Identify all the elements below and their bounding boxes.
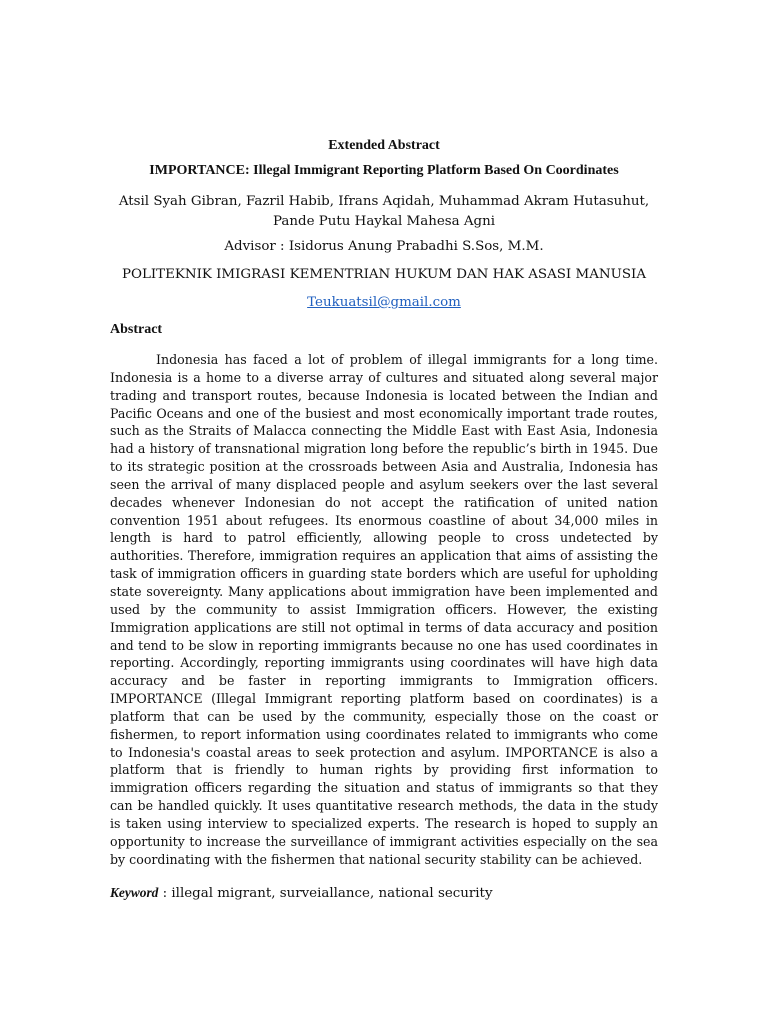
keyword-line [110, 885, 658, 901]
email-link[interactable]: Teukuatsil@gmail.com [307, 295, 461, 310]
keyword-values: illegal migrant, surveiallance, national security [171, 886, 493, 901]
author-list: Atsil Syah Gibran, Fazril Habib, Ifrans Aqidah, Muhammad Akram Hutasuhut, Pande Putu Haykal Mahesa Agni [118, 194, 650, 229]
keyword-separator: : [158, 886, 172, 901]
email-line [110, 295, 658, 310]
institution-name: POLITEKNIK IMIGRASI KEMENTRIAN HUKUM DAN HAK ASASI MANUSIA [121, 267, 646, 282]
keyword-label: Keyword [110, 885, 159, 900]
abstract-body: Indonesia has faced a lot of problem of illegal immigrants for a long time. Indonesia is a home to a diverse array of cultures and situated along several major trading and transport routes, because Indonesia is located between the Indian and Pacific Oceans and one of the busiest and most economically important trade routes, such as the Straits of Malacca connecting the Middle East with East Asia, Indonesia had a history of transnational migration long before the republic’s birth in 1945. Due to its strategic position at the crossroads between Asia and Australia, Indonesia has seen the arrival of many displaced people and asylum seekers over the last several decades whenever Indonesian do not accept the ratification of united nation convention 1951 about refugees. Its enormous coastline of about 34,000 miles in length is hard to patrol efficiently, allowing people to cross undetected by authorities. Therefore, immigration requires an application that aims of assisting the task of immigration officers in guarding state borders which are useful for upholding state sovereignty. Many applications about immigration have been implemented and used by the community to assist Immigration officers. However, the existing Immigration applications are still not optimal in terms of data accuracy and position and tend to be slow in reporting immigrants because no one has used coordinates in reporting. Accordingly, reporting immigrants using coordinates will have high data accuracy and be faster in reporting immigrants to Immigration officers. IMPORTANCE (Illegal Immigrant reporting platform based on coordinates) is a platform that can be used by the community, especially those on the coast or fishermen, to report information using coordinates related to immigrants who come to Indonesia's coastal areas to seek protection and asylum. IMPORTANCE is also a platform that is friendly to human rights by providing first information to immigration officers regarding the situation and status of immigrants so that they can be handled quickly. It uses quantitative research methods, the data in the study is taken using interview to specialized experts. The research is hoped to supply an opportunity to increase the surveillance of immigrant activities especially on the sea by coordinating with the fishermen that national security stability can be achieved. [110, 352, 658, 867]
abstract-heading: Abstract [110, 322, 163, 337]
advisor-line: Advisor : Isidorus Anung Prabadhi S.Sos, M.M. [224, 239, 544, 254]
paper-title: IMPORTANCE: Illegal Immigrant Reporting Platform Based On Coordinates [149, 163, 619, 178]
document-label: Extended Abstract [328, 138, 440, 153]
